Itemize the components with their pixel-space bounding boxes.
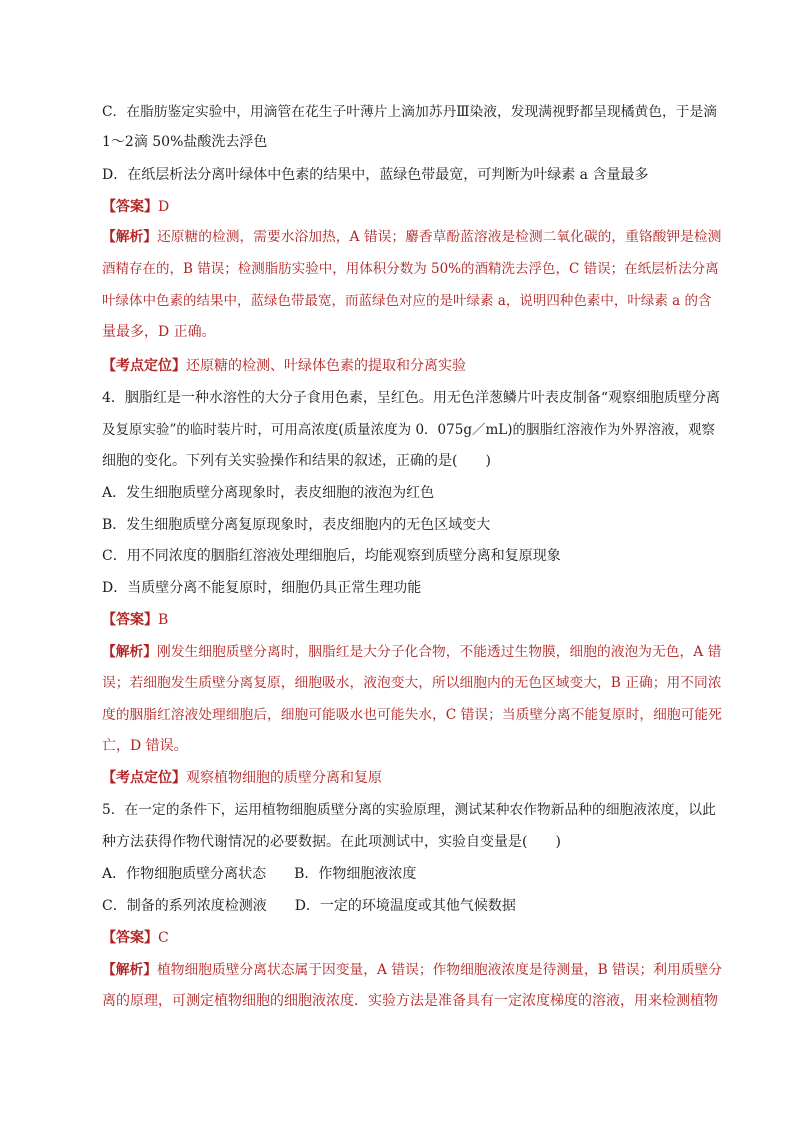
q4-stem-line3: 细胞的变化。下列有关实验操作和结果的叙述，正确的是( ) xyxy=(102,453,491,469)
kaodian-text: 观察植物细胞的质壁分离和复原 xyxy=(186,770,382,786)
q5-options-line2: C．制备的系列浓度检测液 D．一定的环境温度或其他气候数据 xyxy=(102,898,516,914)
q4-option-c: C．用不同浓度的胭脂红溶液处理细胞后，均能观察到质壁分离和复原现象 xyxy=(102,548,561,564)
q3-kaodian xyxy=(102,356,722,376)
answer-tag: 【答案】 xyxy=(102,930,158,946)
q4-option-a: A．发生细胞质壁分离现象时，表皮细胞的液泡为红色 xyxy=(102,485,435,501)
q3-answer xyxy=(102,197,722,217)
analysis-text: 还原糖的检测，需要水浴加热，A 错误；麝香草酚蓝溶液是检测二氧化碳的，重铬酸钾是检测 xyxy=(157,229,722,245)
q3-option-c-line1: C．在脂肪鉴定实验中，用滴管在花生子叶薄片上滴加苏丹Ⅲ染液，发现满视野都呈现橘黄色，于是滴 xyxy=(102,104,718,120)
answer-value: B xyxy=(158,612,169,628)
answer-tag: 【答案】 xyxy=(102,199,158,215)
q3-analysis-line2: 酒精存在的，B 错误；检测脂肪实验中，用体积分数为 50%的酒精洗去浮色，C 错误；在纸层析法分离 xyxy=(102,261,719,277)
q5-stem-line2: 种方法获得作物代谢情况的必要数据。在此项测试中，实验自变量是( ) xyxy=(102,834,561,850)
answer-tag: 【答案】 xyxy=(102,612,158,628)
q3-option-d: D．在纸层析法分离叶绿体中色素的结果中，蓝绿色带最宽，可判断为叶绿素 a 含量最多 xyxy=(102,167,649,183)
q4-analysis-line3: 度的胭脂红溶液处理细胞后，细胞可能吸水也可能失水，C 错误；当质壁分离不能复原时，细胞可能死 xyxy=(102,707,722,723)
answer-value: C xyxy=(158,930,169,946)
q4-analysis-line2: 误；若细胞发生质壁分离复原，细胞吸水，液泡变大，所以细胞内的无色区域变大，B 正确；用不同浓 xyxy=(102,675,722,691)
q4-answer xyxy=(102,610,722,630)
q4-stem-line1: 4．胭脂红是一种水溶性的大分子食用色素，呈红色。用无色洋葱鳞片叶表皮制备“观察细胞质壁分离 xyxy=(102,390,721,406)
q5-answer xyxy=(102,928,722,948)
analysis-tag: 【解析】 xyxy=(102,962,158,978)
kaodian-text: 还原糖的检测、叶绿体色素的提取和分离实验 xyxy=(186,358,466,374)
q3-analysis-line3: 叶绿体中色素的结果中，蓝绿色带最宽，而蓝绿色对应的是叶绿素 a，说明四种色素中，叶绿素 a 的含 xyxy=(102,293,712,309)
answer-value: D xyxy=(158,199,170,215)
kaodian-tag: 【考点定位】 xyxy=(102,770,186,786)
q4-kaodian xyxy=(102,768,722,788)
q5-stem-line1: 5．在一定的条件下，运用植物细胞质壁分离的实验原理，测试某种农作物新品种的细胞液浓度，以此 xyxy=(102,802,716,818)
q3-analysis-line1 xyxy=(102,227,722,247)
q4-analysis-line4: 亡，D 错误。 xyxy=(102,738,188,754)
q4-option-b: B．发生细胞质壁分离复原现象时，表皮细胞内的无色区域变大 xyxy=(102,517,491,533)
q4-option-d: D．当质壁分离不能复原时，细胞仍具正常生理功能 xyxy=(102,580,422,596)
q4-stem-line2: 及复原实验”的临时装片时，可用高浓度(质量浓度为 0．075g／mL)的胭脂红溶液作为外界溶液，观察 xyxy=(102,422,715,438)
q4-analysis-line1 xyxy=(102,642,722,662)
analysis-text: 刚发生细胞质壁分离时，胭脂红是大分子化合物，不能透过生物膜，细胞的液泡为无色，A 错 xyxy=(157,644,722,660)
kaodian-tag: 【考点定位】 xyxy=(102,358,186,374)
analysis-tag: 【解析】 xyxy=(102,229,158,245)
q5-options-line1: A．作物细胞质壁分离状态 B．作物细胞液浓度 xyxy=(102,866,417,882)
q3-analysis-line4: 量最多，D 正确。 xyxy=(102,324,216,340)
analysis-tag: 【解析】 xyxy=(102,644,158,660)
q3-option-c-line2: 1～2滴 50%盐酸洗去浮色 xyxy=(102,134,268,150)
q5-analysis-line2: 离的原理，可测定植物细胞的细胞液浓度．实验方法是准备具有一定浓度梯度的溶液，用来检测植物 xyxy=(102,993,718,1009)
analysis-text: 植物细胞质壁分离状态属于因变量，A 错误；作物细胞液浓度是待测量，B 错误；利用质壁分 xyxy=(157,962,722,978)
q5-analysis-line1 xyxy=(102,960,722,980)
